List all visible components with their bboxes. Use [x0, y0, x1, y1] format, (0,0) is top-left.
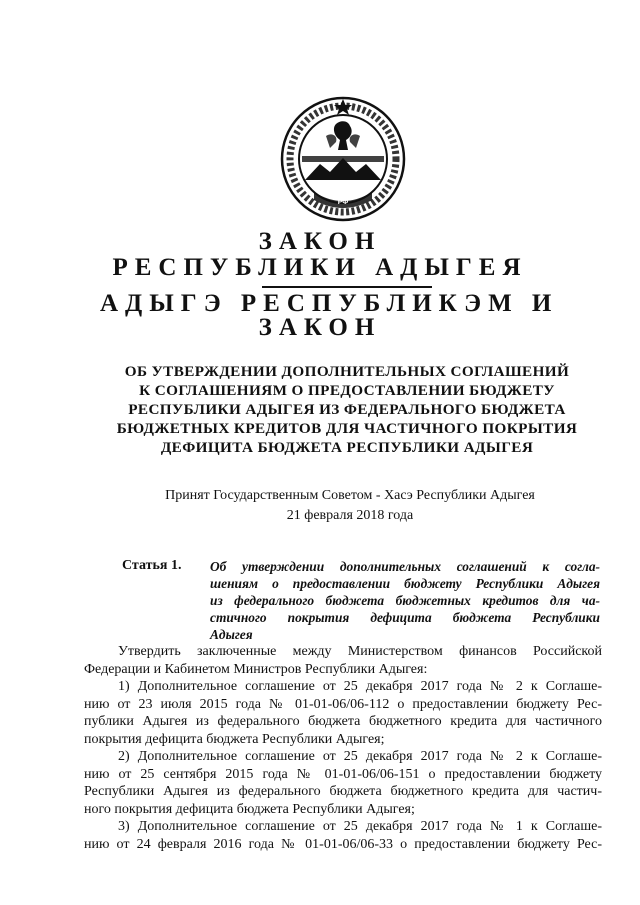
article-number: Статья 1.: [122, 558, 182, 573]
adoption-body: Принят Государственным Советом - Хасэ Республики Адыгея: [165, 488, 535, 503]
republic-title: РЕСПУБЛИКИ АДЫГЕЯ: [112, 254, 528, 281]
body-line: 3) Дополнительное соглашение от 25 декабря 2017 года № 1 к Соглаше-: [118, 819, 602, 834]
body-line: Утвердить заключенные между Министерством финансов Российской: [118, 644, 602, 659]
adoption-date: 21 февраля 2018 года: [286, 508, 414, 523]
body-line: нию от 23 июля 2015 года № 01-01-06/06-112 о предоставлении бюджету Рес-: [84, 696, 602, 712]
body-line: публики Адыгея из федерального бюджета бюджетного кредита для частичного: [84, 714, 602, 729]
law-title: ЗАКОН: [258, 228, 382, 255]
svg-text:РФ: РФ: [337, 199, 349, 206]
article-title: [210, 558, 600, 643]
body-line: ного покрытия дефицита бюджета Республики Адыгея;: [84, 801, 415, 817]
body-line: покрытия дефицита бюджета Республики Адыгея;: [84, 731, 385, 747]
body-line: Федерации и Кабинетом Министров Республики Адыгея:: [84, 661, 428, 677]
adyghe-republic-title: АДЫГЭ РЕСПУБЛИКЭМ И: [100, 290, 559, 317]
title-divider: [262, 286, 432, 288]
article-title-line: Адыгея: [210, 627, 253, 642]
adoption-note: [120, 486, 580, 526]
heading-line: ОБ УТВЕРЖДЕНИИ ДОПОЛНИТЕЛЬНЫХ СОГЛАШЕНИЙ: [124, 363, 570, 380]
body-line: 2) Дополнительное соглашение от 25 декабря 2017 года № 2 к Соглаше-: [118, 749, 602, 764]
emblem-seal-icon: [280, 96, 406, 222]
body-line: нию от 25 сентября 2015 года № 01-01-06/06-151 о предоставлении бюджету: [84, 766, 602, 782]
heading-line: К СОГЛАШЕНИЯМ О ПРЕДОСТАВЛЕНИИ БЮДЖЕТУ: [139, 382, 555, 399]
adyghe-law-title: ЗАКОН: [258, 314, 382, 341]
heading-line: БЮДЖЕТНЫХ КРЕДИТОВ ДЛЯ ЧАСТИЧНОГО ПОКРЫТИЯ: [116, 420, 578, 437]
heading-line: РЕСПУБЛИКИ АДЫГЕЯ ИЗ ФЕДЕРАЛЬНОГО БЮДЖЕТА: [128, 401, 566, 418]
article-title-line: шениям о предоставлении бюджету Республики Адыгея: [210, 576, 600, 591]
article-title-line: стичного покрытия дефицита бюджета Республики: [210, 610, 600, 625]
body-line: 1) Дополнительное соглашение от 25 декабря 2017 года № 2 к Соглаше-: [118, 679, 602, 694]
coat-of-arms-emblem: [280, 96, 406, 222]
heading-line: ДЕФИЦИТА БЮДЖЕТА РЕСПУБЛИКИ АДЫГЕЯ: [160, 439, 534, 456]
body-line: Республики Адыгея из федерального бюджета бюджетного кредита для частич-: [84, 784, 602, 799]
law-heading: [112, 362, 582, 457]
body-line: нию от 24 февраля 2016 года № 01-01-06/06-33 о предоставлении бюджету Рес-: [84, 836, 602, 852]
article-title-line: Об утверждении дополнительных соглашений к согла-: [210, 559, 600, 574]
article-title-line: из федерального бюджета бюджетных кредитов для ча-: [210, 593, 600, 608]
article-body: [84, 643, 602, 853]
